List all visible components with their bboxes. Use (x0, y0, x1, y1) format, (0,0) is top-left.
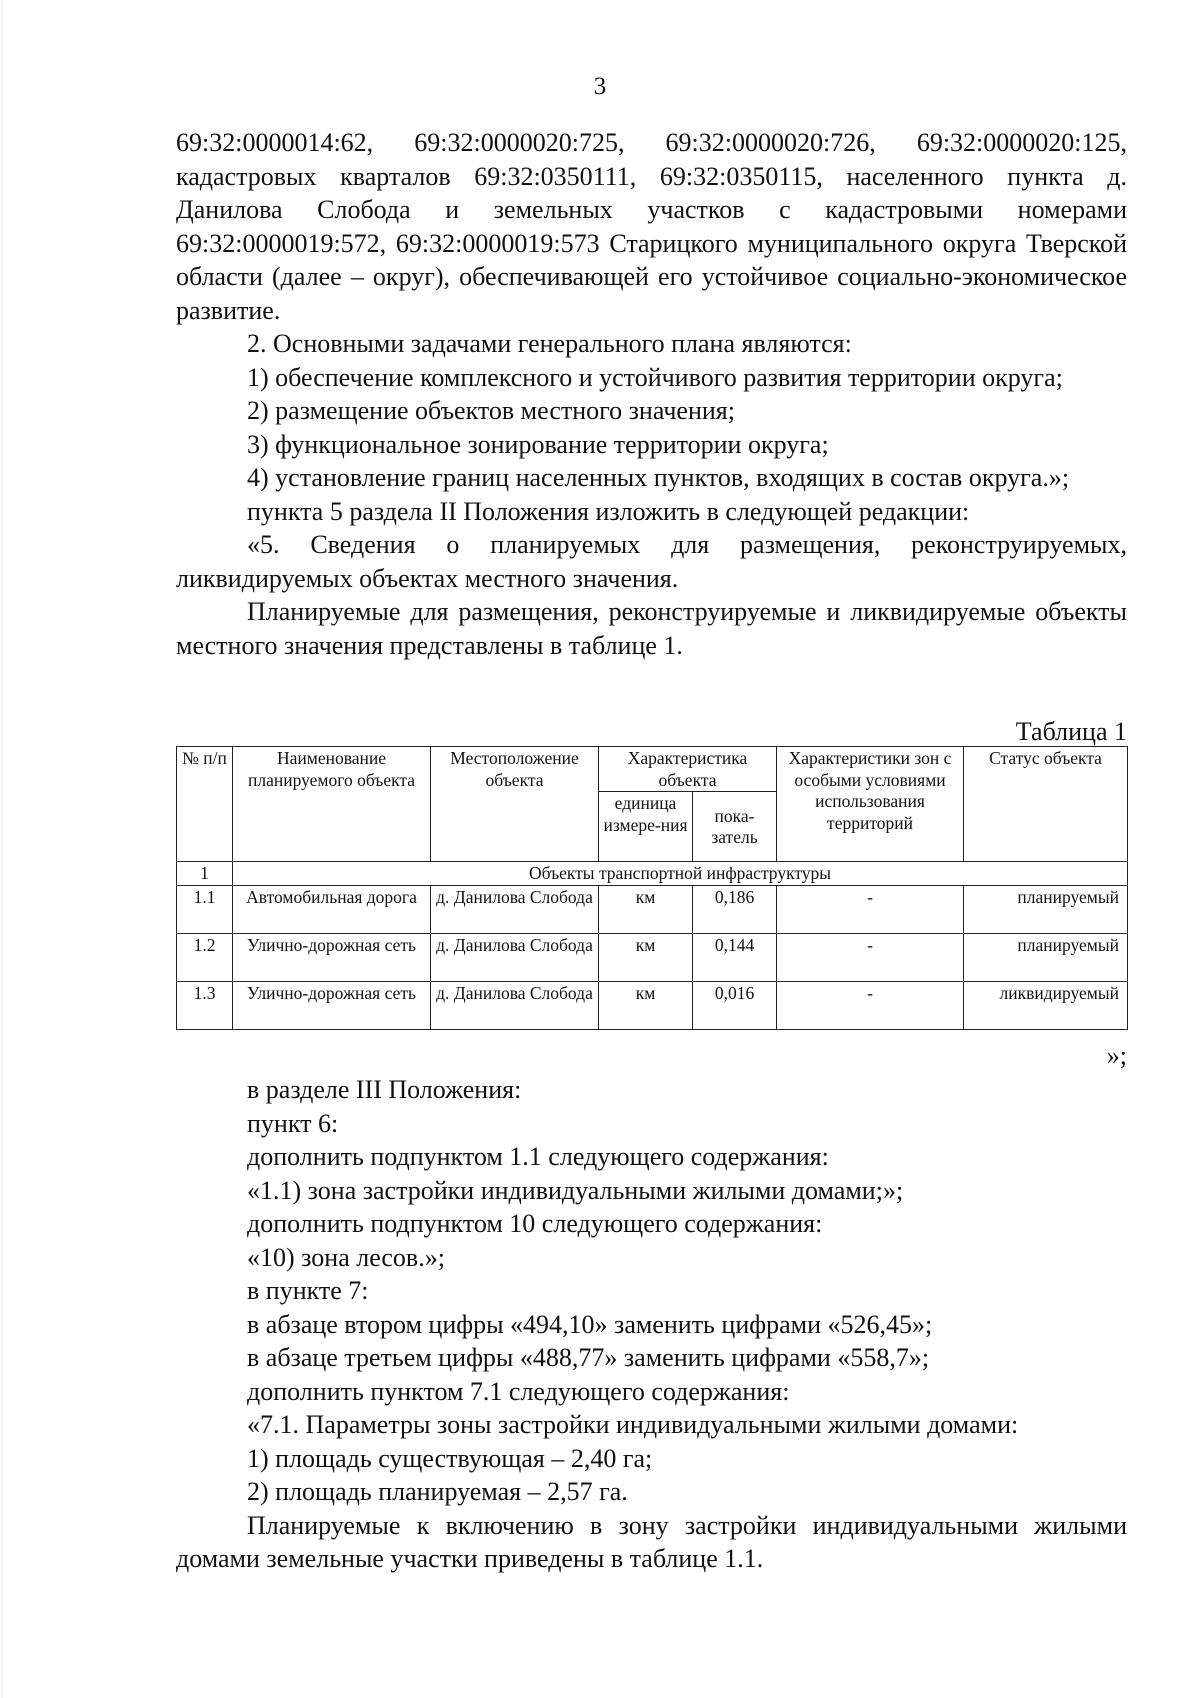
scan-edge (1, 0, 3, 1698)
section3-paragraph: «10) зона лесов.»; (247, 1242, 445, 1272)
cell-zones: - (777, 885, 964, 933)
header-zones: Характеристики зон с особыми условиями использования территорий (777, 747, 964, 862)
cell-unit: км (599, 885, 693, 933)
section3-paragraph: в абзаце третьем цифры «488,77» заменить цифрами «558,7»; (247, 1343, 930, 1372)
page-number: 3 (593, 73, 607, 100)
section3-paragraph: 2) площадь планируемая – 2,57 га. (247, 1477, 628, 1506)
cell-value: 0,186 (693, 885, 777, 933)
cell-location: д. Данилова Слобода (431, 885, 599, 933)
cell-name: Улично-дорожная сеть (233, 981, 431, 1029)
cell-zones: - (777, 933, 964, 981)
cell-value: 0,016 (693, 981, 777, 1029)
header-indicator: пока-затель (693, 792, 777, 862)
table-row (177, 981, 1128, 1029)
section3-paragraph: 1) площадь существующая – 2,40 га; (247, 1443, 653, 1473)
section3-paragraph: в абзаце втором цифры «494,10» заменить цифрами «526,45»; (247, 1309, 933, 1339)
cell-num: 1.3 (177, 981, 233, 1029)
cell-zones: - (777, 981, 964, 1029)
table-row (177, 933, 1128, 981)
intro-list-item: 3) функциональное зонирование территории округа; (247, 429, 829, 459)
cell-value: 0,144 (693, 933, 777, 981)
header-location: Местоположение объекта (431, 747, 599, 862)
header-characteristics: Характеристика объекта (599, 747, 777, 792)
table-caption: Таблица 1 (1015, 717, 1127, 746)
intro-paragraph: 69:32:0000014:62, 69:32:0000020:725, 69:32:0000020:726, 69:32:0000020:125, кадастровых кварталов 69:32:0350111, 69:32:0350115, населенного пункта д. Данилова Слобода и земельных участков с кадастровыми номерами 69:32:0000019:572, 69:32:0000019:573 Старицкого муниципального округа Тверской области (далее – округ), обеспечивающей его устойчивое социально-экономическое развитие. (176, 128, 1127, 325)
section3-paragraph: «1.1) зона застройки индивидуальными жилыми домами;»; (247, 1175, 904, 1205)
intro-paragraph: Планируемые для размещения, реконструируемые и ликвидируемые объекты местного значения представлены в таблице 1. (176, 597, 1127, 660)
section3-paragraph: дополнить подпунктом 10 следующего содержания: (247, 1209, 823, 1238)
header-name: Наименование планируемого объекта (233, 747, 431, 862)
header-unit: единица измере-ния (599, 792, 693, 862)
cell-location: д. Данилова Слобода (431, 981, 599, 1029)
intro-list-item: 2) размещение объектов местного значения; (247, 396, 735, 425)
objects-table (176, 746, 1128, 1030)
intro-paragraph: 2. Основными задачами генерального плана являются: (247, 329, 852, 358)
section-num: 1 (177, 862, 233, 886)
section3-paragraph: в пункте 7: (247, 1276, 369, 1305)
cell-name: Улично-дорожная сеть (233, 933, 431, 981)
table-closing-mark: »; (1106, 1041, 1127, 1070)
section3-paragraph: дополнить пунктом 7.1 следующего содержания: (247, 1376, 790, 1406)
cell-location: д. Данилова Слобода (431, 933, 599, 981)
cell-num: 1.1 (177, 885, 233, 933)
section3-paragraph: пункт 6: (247, 1108, 339, 1138)
cell-status: планируемый (964, 885, 1128, 933)
cell-unit: км (599, 981, 693, 1029)
header-num: № п/п (177, 747, 233, 862)
intro-text-block (176, 126, 1127, 662)
cell-num: 1.2 (177, 933, 233, 981)
section3-paragraph: Планируемые к включению в зону застройки индивидуальными жилыми домами земельные участки приведены в таблице 1.1. (176, 1510, 1127, 1573)
cell-status: планируемый (964, 933, 1128, 981)
section3-paragraph: в разделе III Положения: (247, 1075, 522, 1104)
section3-text-block (176, 1073, 1127, 1576)
intro-list-item: 1) обеспечение комплексного и устойчивого развития территории округа; (247, 362, 1063, 392)
header-status: Статус объекта (964, 747, 1128, 862)
table-header-row (177, 747, 1128, 792)
intro-paragraph: пункта 5 раздела II Положения изложить в следующей редакции: (247, 496, 970, 526)
section-title: Объекты транспортной инфраструктуры (233, 862, 1128, 886)
table-row (177, 885, 1128, 933)
intro-paragraph: «5. Сведения о планируемых для размещения, реконструируемых, ликвидируемых объектах местного значения. (176, 530, 1127, 593)
section3-paragraph: «7.1. Параметры зоны застройки индивидуальными жилыми домами: (247, 1410, 1019, 1439)
table-section-row (177, 862, 1128, 886)
section3-paragraph: дополнить подпунктом 1.1 следующего содержания: (247, 1142, 829, 1171)
intro-list-item: 4) установление границ населенных пунктов, входящих в состав округа.»; (247, 463, 1070, 492)
cell-unit: км (599, 933, 693, 981)
cell-status: ликвидируемый (964, 981, 1128, 1029)
cell-name: Автомобильная дорога (233, 885, 431, 933)
